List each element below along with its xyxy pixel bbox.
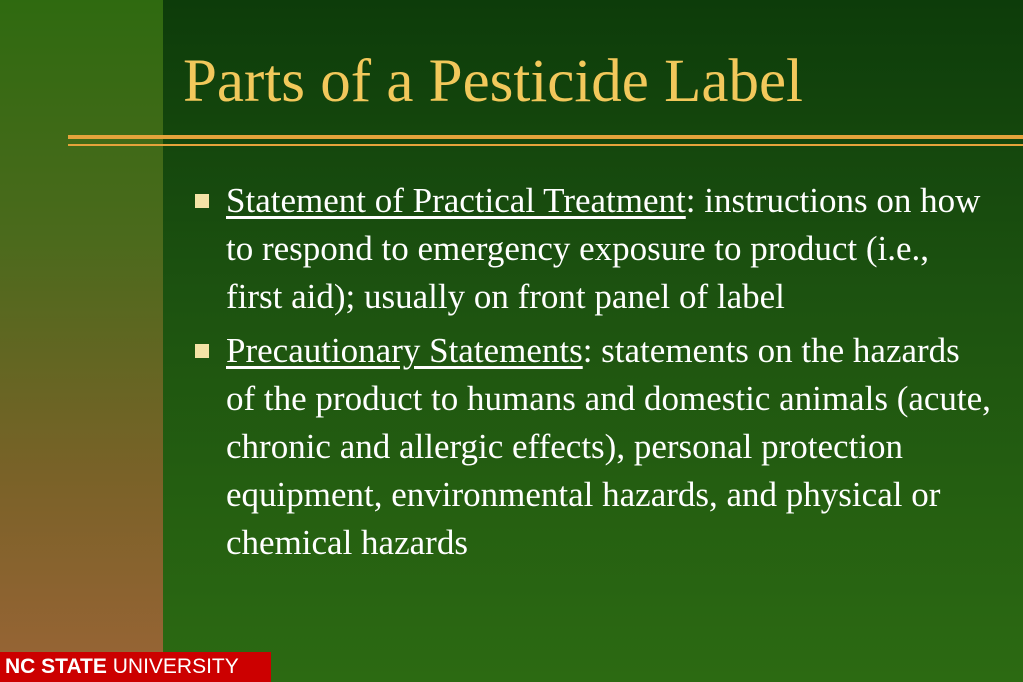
logo-regular-text: UNIVERSITY (112, 655, 239, 678)
square-bullet-icon (195, 194, 209, 208)
nc-state-university-logo (0, 652, 271, 682)
square-bullet-icon (195, 344, 209, 358)
title-underline-thin (68, 144, 1023, 146)
left-gradient-band (0, 0, 163, 682)
bullet-item (193, 327, 993, 567)
bullet-description: : statements on the hazards of the product to humans and domestic animals (acute, chronic and allergic effects), personal protection equipment, environmental hazards, and physical or chemical hazards (226, 331, 991, 562)
bullet-list (193, 177, 993, 573)
bullet-item (193, 177, 993, 321)
slide-title: Parts of a Pesticide Label (183, 48, 803, 115)
bullet-description: : instructions on how to respond to emergency exposure to product (i.e., first aid); usually on front panel of label (226, 181, 981, 316)
logo-bold-text: NC STATE (5, 655, 107, 678)
bullet-term: Precautionary Statements (226, 331, 583, 370)
bullet-term: Statement of Practical Treatment (226, 181, 686, 220)
title-underline-thick (68, 135, 1023, 139)
